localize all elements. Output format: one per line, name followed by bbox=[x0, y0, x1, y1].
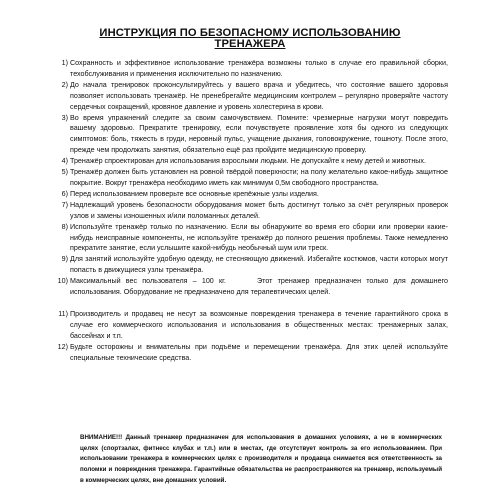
item-number: 9) bbox=[61, 255, 68, 264]
item-text: Будьте осторожны и внимательны при подъёме и перемещении тренажёра. Для этих целей используйте специальные технические средства. bbox=[70, 342, 448, 362]
item-number: 8) bbox=[61, 222, 68, 231]
instruction-item-2 bbox=[61, 80, 448, 113]
item-text: Тренажёр спроектирован для использования взрослыми людьми. Не допускайте к нему детей и животных. bbox=[70, 157, 426, 166]
item-text: Для занятий используйте удобную одежду, не стесняющую движений. Избегайте костюмов, части которых могут попасть в движущиеся узлы тренажёра. bbox=[70, 255, 448, 275]
instruction-item-12 bbox=[57, 342, 448, 364]
item-text: Сохранность и эффективное использование тренажёра возможны только в случае его правильной сборки, техобслуживания и применения исключительно по назначению. bbox=[70, 59, 448, 78]
item-number: 7) bbox=[61, 200, 68, 209]
list-spacer bbox=[70, 298, 448, 309]
item-number: 10) bbox=[57, 277, 68, 286]
item-number: 4) bbox=[61, 157, 68, 166]
item-number: 6) bbox=[61, 189, 68, 198]
instruction-item-3 bbox=[61, 113, 448, 157]
item-text: Используйте тренажёр только по назначению. Если вы обнаружите во время его сборки или проверки какие-нибудь неисправные компоненты, не используйте тренажёр до полного решения проблемы. Также немедленно прекратите занятие, если услышите какой-нибудь необычный шум или треск. bbox=[70, 222, 448, 253]
instruction-item-4 bbox=[61, 156, 448, 167]
instruction-list bbox=[57, 58, 448, 363]
instruction-item-6 bbox=[61, 189, 448, 200]
instruction-item-1 bbox=[61, 58, 448, 80]
item-number: 5) bbox=[61, 168, 68, 177]
page-title bbox=[60, 28, 440, 50]
item-text: Тренажёр должен быть установлен на ровной твёрдой поверхности; на полу желательно какое-нибудь защитное покрытие. Вокруг тренажёра необходимо иметь как минимум 0,5м свободного пространства. bbox=[70, 168, 448, 187]
page-title-line-2: ТРЕНАЖЕРА bbox=[214, 38, 286, 50]
item-text: Перед использованием проверьте все основные крепёжные узлы изделия. bbox=[70, 189, 319, 198]
item-text: Надлежащий уровень безопасности оборудования может быть достигнут только за счёт регулярных проверок узлов и замены изношенных и/или поломанных деталей. bbox=[70, 200, 448, 220]
item-number: 3) bbox=[61, 113, 68, 122]
instruction-item-8 bbox=[61, 222, 448, 255]
page-title-line-1: ИНСТРУКЦИЯ ПО БЕЗОПАСНОМУ ИСПОЛЬЗОВАНИЮ bbox=[99, 27, 401, 39]
item-text: Максимальный вес пользователя – 100 кг. Этот тренажер предназначен только для домашнего использования. Оборудование не предназначено для терапевтических целей. bbox=[70, 277, 448, 297]
warning-notice: ВНИМАНИЕ!!! Данный тренажер предназначен для использования в домашних условиях, а не в коммерческих целях (спортзалах, фитнесс клубах и т.п.) или в местах, где отсутствует контроль за его использованием. При использовании тренажера в коммерческих целях с производителя и продавца снимается вся ответственность за поломки и повреждения тренажера. Гарантийные обязательства не распространяются на тренажер, используемый в коммерческих целях, вне домашних условий. bbox=[80, 434, 442, 484]
item-text: Производитель и продавец не несут за возможные повреждения тренажера в течение гарантийного срока в случае его коммерческого использования и использования в общественных местах: тренажерных залах, бассейнах и т.п. bbox=[70, 309, 448, 340]
instruction-item-11 bbox=[58, 309, 448, 342]
item-text: Во время упражнений следите за своим самочувствием. Помните: чрезмерные нагрузки могут повредить вашему здоровью. Прекратите тренировку, если почувствуете проявление хотя бы одного из следующих симптомов: боль, тяжесть в груди, неровный пульс, учащение дыхания, головокружение, тошноту. После этого, прежде чем продолжать занятия, обязательно ещё раз пройдите медицинскую проверку. bbox=[70, 113, 448, 155]
instruction-item-10 bbox=[57, 276, 448, 298]
instruction-item-5 bbox=[61, 167, 448, 189]
item-text: До начала тренировок проконсультируйтесь у вашего врача и убедитесь, что состояние вашего здоровья позволяет использовать тренажёр. Не пренебрегайте медицинским контролем – регулярно проверяйте частоту сердечных сокращений, кровяное давление и уровень холестерина в крови. bbox=[70, 80, 448, 111]
item-number: 2) bbox=[61, 80, 68, 89]
instruction-item-9 bbox=[61, 254, 448, 276]
item-number: 1) bbox=[61, 59, 68, 67]
item-number: 12) bbox=[57, 342, 68, 351]
item-number: 11) bbox=[58, 309, 68, 318]
instruction-item-7 bbox=[61, 200, 448, 222]
